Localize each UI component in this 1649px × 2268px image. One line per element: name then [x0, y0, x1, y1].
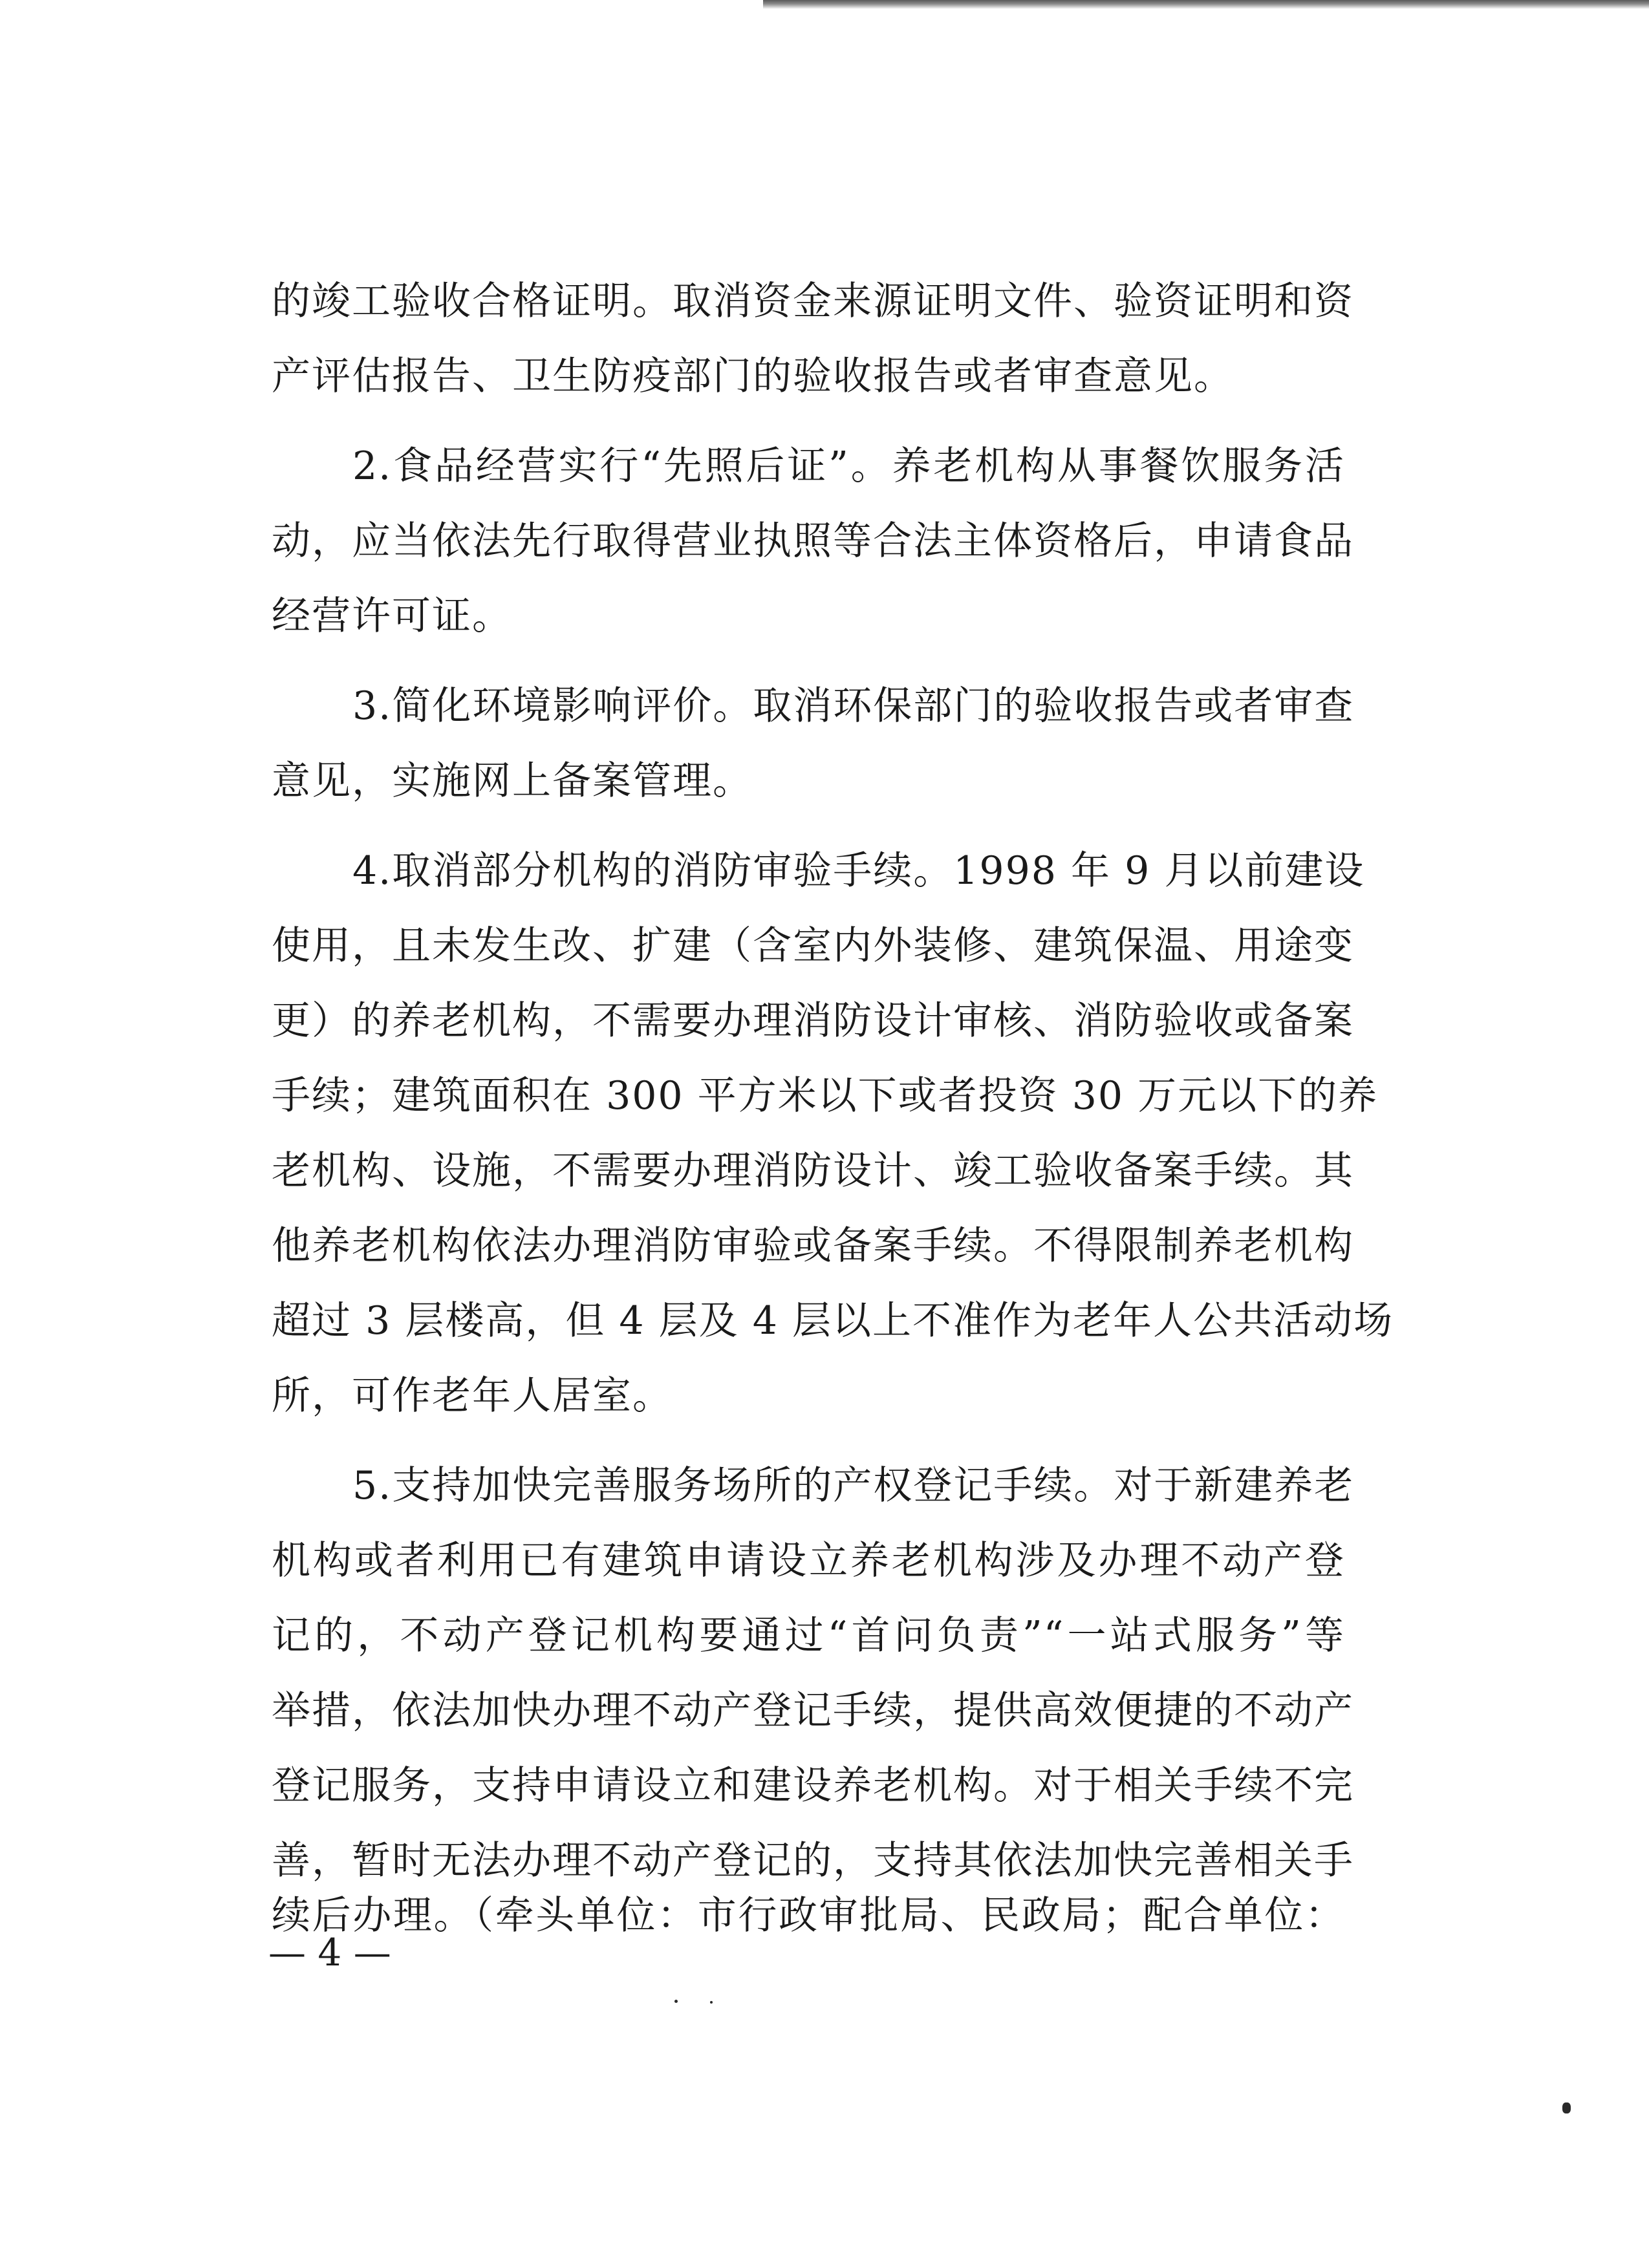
- body-text-line: 举措，依法加快办理不动产登记手续，提供高效便捷的不动产: [272, 1688, 1354, 1733]
- body-text-line: 续后办理。（牵头单位：市行政审批局、民政局；配合单位：: [272, 1893, 1345, 1938]
- body-text-line: 超过 3 层楼高，但 4 层及 4 层以上不准作为老年人公共活动场: [272, 1298, 1394, 1343]
- body-text-line: 使用，且未发生改、扩建（含室内外装修、建筑保温、用途变: [272, 923, 1354, 968]
- body-text-line: 的竣工验收合格证明。取消资金来源证明文件、验资证明和资: [272, 279, 1354, 324]
- scan-top-edge: [763, 0, 1649, 9]
- body-text-line: 他养老机构依法办理消防审验或备案手续。不得限制养老机构: [272, 1223, 1354, 1268]
- paragraph-3-first-line: 3.简化环境影响评价。取消环保部门的验收报告或者审查: [352, 683, 1355, 729]
- body-text-line: 登记服务，支持申请设立和建设养老机构。对于相关手续不完: [272, 1763, 1354, 1808]
- body-text-line: 记的，不动产登记机构要通过“首问负责”“一站式服务”等: [272, 1613, 1345, 1658]
- paragraph-2-first-line: 2.食品经营实行“先照后证”。养老机构从事餐饮服务活: [352, 444, 1345, 489]
- body-text-line: 产评估报告、卫生防疫部门的验收报告或者审查意见。: [272, 354, 1234, 399]
- paragraph-4-first-line: 4.取消部分机构的消防审验手续。1998 年 9 月以前建设: [352, 848, 1365, 893]
- body-text-line: 善，暂时无法办理不动产登记的，支持其依法加快完善相关手: [272, 1838, 1354, 1883]
- scan-speck: [674, 2000, 678, 2003]
- body-text-line: 更）的养老机构，不需要办理消防设计审核、消防验收或备案: [272, 998, 1354, 1043]
- paragraph-5-first-line: 5.支持加快完善服务场所的产权登记手续。对于新建养老: [352, 1463, 1355, 1508]
- body-text-line: 意见，实施网上备案管理。: [272, 758, 753, 804]
- scan-speck: [1562, 2102, 1571, 2113]
- body-text-line: 老机构、设施，不需要办理消防设计、竣工验收备案手续。其: [272, 1148, 1354, 1193]
- body-text-line: 机构或者利用已有建筑申请设立养老机构涉及办理不动产登: [272, 1538, 1345, 1583]
- body-text-line: 手续；建筑面积在 300 平方米以下或者投资 30 万元以下的养: [272, 1073, 1379, 1118]
- scan-speck: [710, 2001, 713, 2004]
- body-text-line: 所，可作老年人居室。: [272, 1373, 673, 1418]
- page-number: — 4 —: [268, 1931, 391, 1974]
- body-text-line: 动，应当依法先行取得营业执照等合法主体资格后，申请食品: [272, 519, 1354, 564]
- body-text-line: 经营许可证。: [272, 594, 512, 639]
